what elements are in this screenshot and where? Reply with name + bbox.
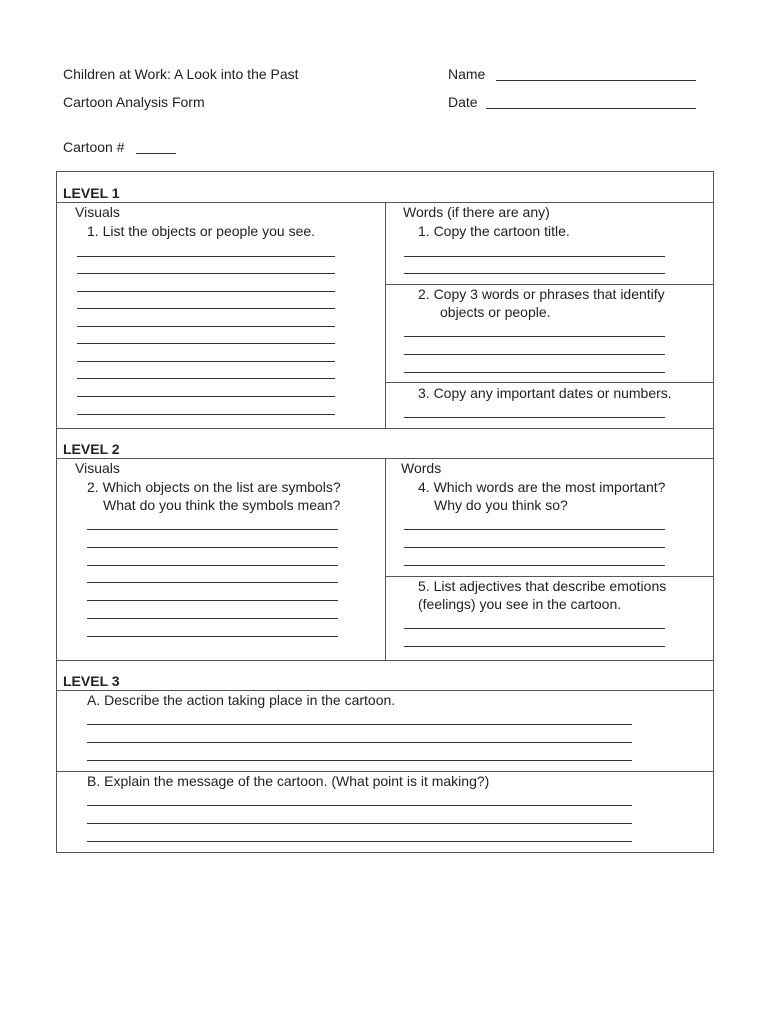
answer-line[interactable] xyxy=(87,636,338,637)
answer-line[interactable] xyxy=(77,361,335,362)
answer-line[interactable] xyxy=(404,547,665,548)
answer-line[interactable] xyxy=(77,256,335,257)
divider xyxy=(385,382,714,383)
divider xyxy=(56,771,714,772)
answer-line[interactable] xyxy=(87,600,338,601)
level2-words-question-4-cont: Why do you think so? xyxy=(434,497,568,513)
level2-words-question-5-cont: (feelings) you see in the cartoon. xyxy=(418,596,622,612)
answer-line[interactable] xyxy=(77,273,335,274)
level1-heading: LEVEL 1 xyxy=(63,185,120,201)
answer-line[interactable] xyxy=(404,565,665,566)
answer-line[interactable] xyxy=(404,417,665,418)
answer-line[interactable] xyxy=(87,618,338,619)
level3-heading: LEVEL 3 xyxy=(63,673,120,689)
date-label: Date xyxy=(448,94,478,110)
column-divider xyxy=(385,458,386,660)
answer-line[interactable] xyxy=(87,582,338,583)
answer-line[interactable] xyxy=(87,529,338,530)
name-label: Name xyxy=(448,66,486,82)
answer-line[interactable] xyxy=(77,326,335,327)
form-title: Children at Work: A Look into the Past xyxy=(63,66,299,82)
level1-question-1: 1. List the objects or people you see. xyxy=(87,223,316,239)
divider xyxy=(56,660,714,661)
answer-line[interactable] xyxy=(404,336,665,337)
answer-line[interactable] xyxy=(87,805,632,806)
level2-words-question-4: 4. Which words are the most important? xyxy=(418,479,666,495)
level2-heading: LEVEL 2 xyxy=(63,441,120,457)
level1-words-question-2: 2. Copy 3 words or phrases that identify xyxy=(418,286,665,302)
answer-line[interactable] xyxy=(87,760,632,761)
answer-line[interactable] xyxy=(87,724,632,725)
answer-line[interactable] xyxy=(404,529,665,530)
name-field[interactable] xyxy=(496,80,696,81)
date-field[interactable] xyxy=(486,108,696,109)
answer-line[interactable] xyxy=(77,291,335,292)
answer-line[interactable] xyxy=(404,646,665,647)
answer-line[interactable] xyxy=(87,565,338,566)
divider xyxy=(385,284,714,285)
level2-question-2-cont: What do you think the symbols mean? xyxy=(103,497,341,513)
level2-words-question-5: 5. List adjectives that describe emotions xyxy=(418,578,667,594)
answer-line[interactable] xyxy=(77,343,335,344)
answer-line[interactable] xyxy=(77,414,335,415)
answer-line[interactable] xyxy=(404,273,665,274)
level1-words-label: Words (if there are any) xyxy=(403,204,550,220)
level3-question-a: A. Describe the action taking place in the cartoon. xyxy=(87,692,396,708)
answer-line[interactable] xyxy=(404,372,665,373)
level1-words-question-1: 1. Copy the cartoon title. xyxy=(418,223,570,239)
divider xyxy=(56,690,714,691)
level1-words-question-2-cont: objects or people. xyxy=(440,304,551,320)
answer-line[interactable] xyxy=(77,396,335,397)
answer-line[interactable] xyxy=(404,628,665,629)
answer-line[interactable] xyxy=(87,742,632,743)
level3-question-b: B. Explain the message of the cartoon. (What point is it making?) xyxy=(87,773,490,789)
level1-visuals-label: Visuals xyxy=(75,204,120,220)
divider xyxy=(385,576,714,577)
answer-line[interactable] xyxy=(87,823,632,824)
answer-line[interactable] xyxy=(77,378,335,379)
column-divider xyxy=(385,202,386,428)
divider xyxy=(56,428,714,429)
answer-line[interactable] xyxy=(77,308,335,309)
level2-question-2: 2. Which objects on the list are symbols? xyxy=(87,479,341,495)
cartoon-number-label: Cartoon # xyxy=(63,139,125,155)
answer-line[interactable] xyxy=(87,547,338,548)
answer-line[interactable] xyxy=(404,256,665,257)
form-subtitle: Cartoon Analysis Form xyxy=(63,94,205,110)
answer-line[interactable] xyxy=(87,841,632,842)
level1-words-question-3: 3. Copy any important dates or numbers. xyxy=(418,385,672,401)
level2-visuals-label: Visuals xyxy=(75,460,120,476)
answer-line[interactable] xyxy=(404,354,665,355)
level2-words-label: Words xyxy=(401,460,442,476)
cartoon-number-field[interactable] xyxy=(136,153,176,154)
